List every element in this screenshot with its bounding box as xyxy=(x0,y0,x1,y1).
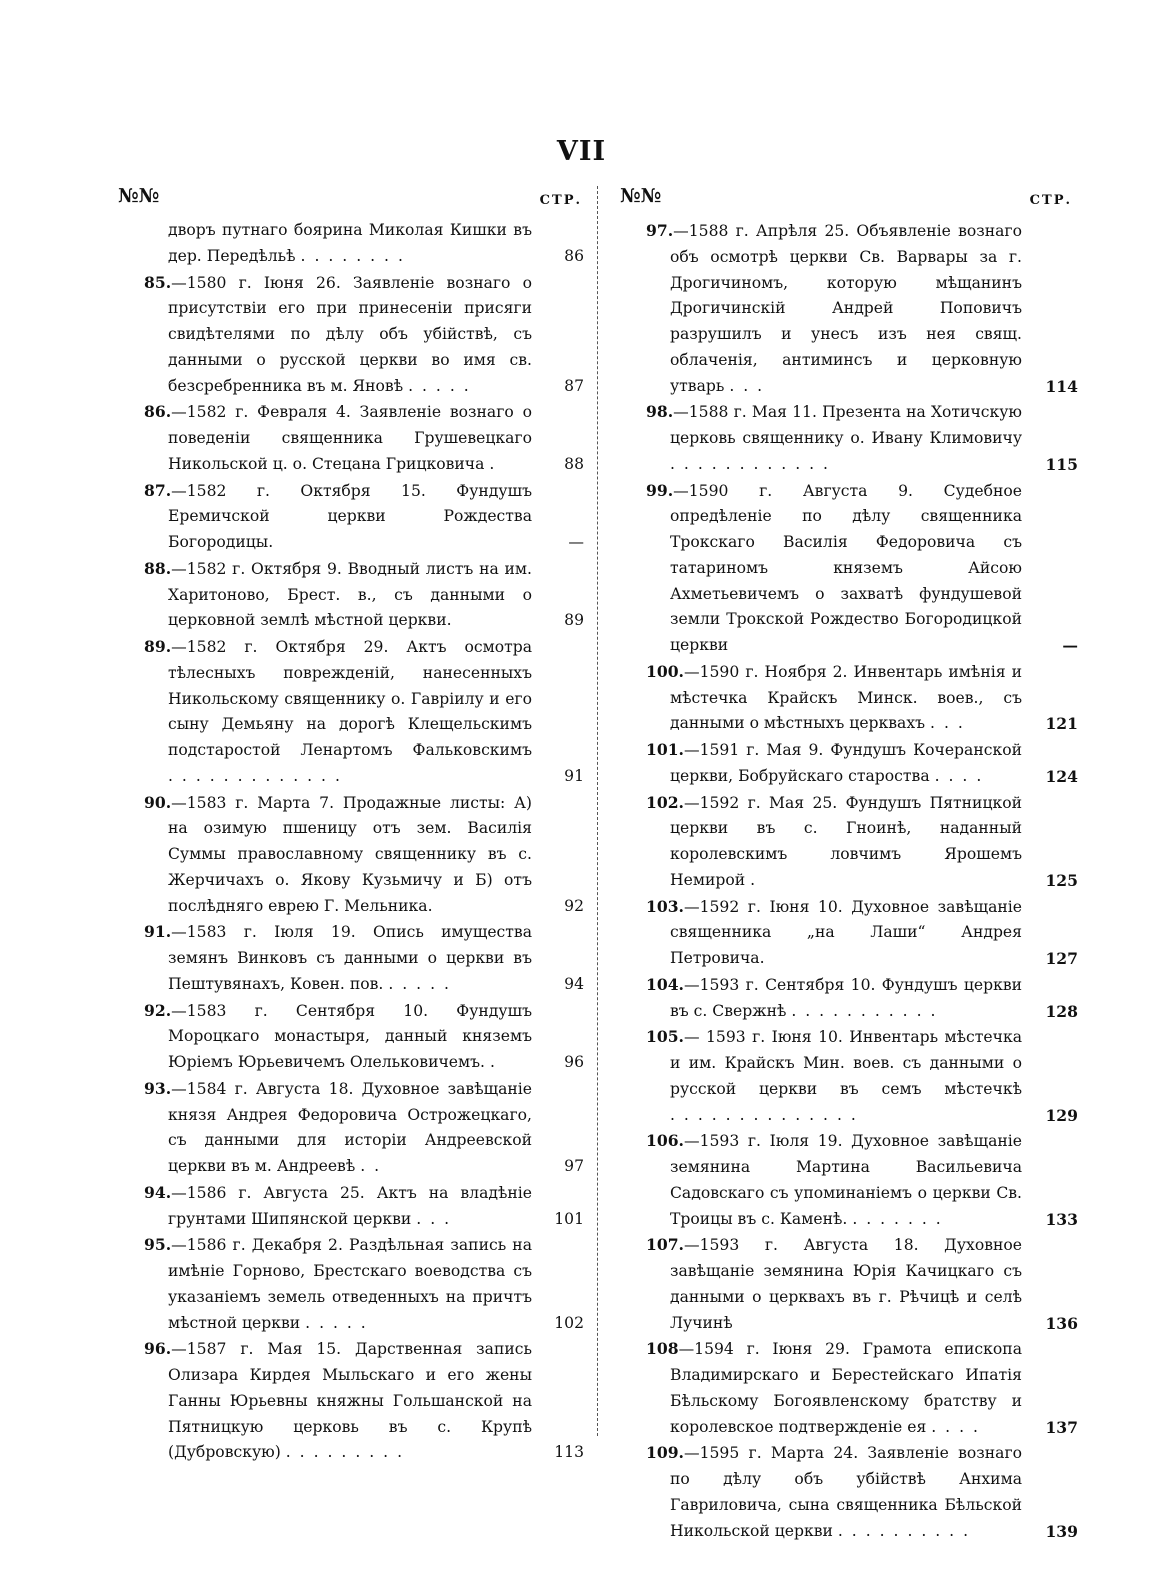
entry-body xyxy=(606,790,1022,894)
entry-body xyxy=(104,1180,532,1233)
toc-entry xyxy=(606,1024,1080,1128)
toc-entry xyxy=(104,399,590,477)
entry-number: 98. xyxy=(646,402,674,422)
entry-page-number: 88 xyxy=(564,454,584,473)
entry-body xyxy=(606,1024,1022,1128)
entry-text: —1580 г. Іюня 26. Заявленіе вознаго о присутствіи его при принесеніи присяги свидѣтелями по дѣлу объ убійствѣ, съ данными о русской церкви во имя св. безсребренника въ м. Яновѣ xyxy=(168,273,532,395)
toc-entry xyxy=(104,218,590,270)
entry-page-number: 113 xyxy=(554,1443,584,1462)
entry-page-number: 136 xyxy=(1045,1313,1078,1333)
entry-text: —1595 г. Марта 24. Заявленіе вознаго по дѣлу объ убійствѣ Анхима Гавриловича, сына священника Бѣльской Никольской церкви xyxy=(670,1444,1022,1540)
dot-leaders: . . . . . xyxy=(305,1313,368,1332)
dot-leaders: . . . xyxy=(416,1209,452,1228)
number-header: №№ xyxy=(620,185,662,207)
toc-entry xyxy=(606,737,1080,790)
dot-leaders: . xyxy=(489,454,497,473)
number-header: №№ xyxy=(118,185,160,207)
toc-entry xyxy=(606,1128,1080,1232)
entry-body xyxy=(104,919,532,997)
toc-entry xyxy=(104,270,590,400)
dot-leaders: . . . . . . . . . . xyxy=(837,1521,971,1540)
left-column-header xyxy=(104,184,590,218)
entry-page-number: 94 xyxy=(564,974,584,993)
entry-body xyxy=(606,737,1022,790)
entry-body xyxy=(606,478,1022,659)
entry-page-number: 133 xyxy=(1045,1209,1078,1229)
entry-body xyxy=(606,1440,1022,1544)
dot-leaders: . . xyxy=(360,1157,382,1175)
entry-page-number: 91 xyxy=(564,766,584,785)
toc-entry xyxy=(104,478,590,556)
entry-text: —1594 г. Іюня 29. Грамота епископа Владимирскаго и Берестейскаго Ипатія Бѣльскому Богоявленскому братству и королевское подтвержденіе ея xyxy=(670,1340,1022,1436)
toc-entry xyxy=(104,919,590,997)
entry-number: 94. xyxy=(144,1182,172,1202)
entry-page-number: 92 xyxy=(564,896,584,915)
entry-text: —1591 г. Мая 9. Фундушъ Кочеранской церкви, Бобруйскаго староства xyxy=(670,741,1022,785)
right-column-header xyxy=(606,184,1080,218)
right-column xyxy=(606,184,1080,1544)
entry-body xyxy=(606,659,1022,737)
entry-text: —1593 г. Іюля 19. Духовное завѣщаніе земянина Мартина Васильевича Садовскаго съ упоминаніемъ о церкви Св. Троицы въ с. Каменѣ. xyxy=(670,1132,1022,1228)
entry-number: 95. xyxy=(144,1235,172,1255)
entry-body xyxy=(606,1128,1022,1232)
entry-text: —1592 г. Мая 25. Фундушъ Пятницкой церкви въ с. Гноинѣ, наданный королевскимъ ловчимъ Ярошемъ Немирой xyxy=(670,793,1022,889)
entry-page-number: 125 xyxy=(1045,870,1078,890)
entry-text: —1583 г. Сентября 10. Фундушъ Мороцкаго монастыря, данный княземъ Юріемъ Юрьевичемъ Олельковичемъ. xyxy=(168,1001,532,1071)
entry-text: —1593 г. Сентября 10. Фундушъ церкви въ с. Свержнѣ xyxy=(670,975,1022,1020)
page-number: VII xyxy=(556,136,607,167)
dot-leaders: . . . . . . . xyxy=(852,1209,943,1228)
entry-page-number: 124 xyxy=(1045,766,1078,786)
dot-leaders: . xyxy=(750,870,758,889)
dot-leaders: . . . . . xyxy=(408,376,471,395)
dot-leaders: . . . . . . . . . . . xyxy=(791,1001,938,1020)
entry-text: —1586 г. Декабря 2. Раздѣльная запись на имѣніе Горново, Брестскаго воеводства съ указаніемъ земель отведенныхъ на причтъ мѣстной церкви xyxy=(168,1236,532,1332)
page-header: СТР. xyxy=(539,193,582,208)
left-column xyxy=(104,184,590,1466)
entry-number: 103. xyxy=(646,896,684,916)
entry-page-number: 139 xyxy=(1045,1521,1078,1541)
dot-leaders: . . . . . . . . . . . . . . xyxy=(670,1105,858,1124)
entry-text: —1582 г. Октября 29. Актъ осмотра тѣлесныхъ поврежденій, нанесенныхъ Никольскому священнику о. Гавріилу и его сыну Демьяну на дорогѣ Клещельскимъ подстаростой Ленартомъ Фальковскимъ xyxy=(168,638,532,759)
toc-entry xyxy=(104,790,590,920)
page-header: СТР. xyxy=(1029,193,1072,208)
entry-body xyxy=(104,1076,532,1180)
entry-body xyxy=(606,218,1022,399)
entry-number: 108 xyxy=(646,1339,679,1359)
toc-entry xyxy=(104,1336,590,1466)
entry-body xyxy=(104,1336,532,1466)
entry-text: —1588 г. Апрѣля 25. Объявленіе вознаго объ осмотрѣ церкви Св. Варвары за г. Дрогичиномъ, которую мѣщанинъ Дрогичинскій Андрей Поповичъ разрушилъ и унесъ изъ нея свящ. облаченія, антиминсъ и церковную утварь xyxy=(670,222,1022,395)
entry-text: —1593 г. Августа 18. Духовное завѣщаніе земянина Юрія Качицкаго съ данными о церквахъ въ г. Рѣчицѣ и селѣ Лучинѣ xyxy=(670,1236,1022,1332)
entry-body xyxy=(606,1232,1022,1336)
entry-number: 97. xyxy=(646,221,674,240)
toc-entry xyxy=(104,634,590,790)
entry-number: 105. xyxy=(646,1027,684,1047)
toc-entry xyxy=(606,894,1080,972)
entry-number: 89. xyxy=(144,637,172,656)
entry-number: 88. xyxy=(144,558,172,578)
entry-page-number: 114 xyxy=(1045,376,1078,396)
entry-number: 93. xyxy=(144,1078,172,1098)
entry-number: 100. xyxy=(646,661,684,681)
entry-page-number: 115 xyxy=(1045,454,1078,474)
dot-leaders: . xyxy=(489,1053,497,1071)
entry-page-number: 129 xyxy=(1045,1105,1078,1125)
entry-body xyxy=(104,478,532,556)
entry-page-number: 89 xyxy=(564,611,584,630)
entry-page-number: 86 xyxy=(564,246,584,265)
toc-entry xyxy=(606,399,1080,477)
entry-body xyxy=(104,270,532,400)
dot-leaders: . . . . . . . . xyxy=(300,246,405,265)
dot-leaders: . . . xyxy=(729,376,765,395)
toc-entry xyxy=(606,1440,1080,1544)
entry-text: —1582 г. Октября 9. Вводный листъ на им. Харитоново, Брест. в., съ данными о церковной землѣ мѣстной церкви. xyxy=(168,559,532,630)
entry-text: —1590 г. Ноября 2. Инвентарь имѣнія и мѣстечка Крайскъ Минск. воев., съ данными о мѣстныхъ церквахъ xyxy=(670,662,1022,733)
entry-body xyxy=(606,399,1022,477)
entry-number: 102. xyxy=(646,792,684,812)
entry-number: 101. xyxy=(646,740,684,759)
entry-number: 109. xyxy=(646,1443,684,1463)
entry-body xyxy=(606,1336,1022,1440)
entry-page-number: 102 xyxy=(554,1313,584,1332)
entry-body xyxy=(104,218,532,270)
entry-number: 104. xyxy=(646,974,684,994)
entry-body xyxy=(104,998,532,1076)
entry-text: — 1593 г. Іюня 10. Инвентарь мѣстечка и им. Крайскъ Мин. воев. съ данными о русской церкви въ семъ мѣстечкѣ xyxy=(670,1028,1022,1098)
toc-entry xyxy=(606,218,1080,399)
dot-leaders: . . . . . xyxy=(388,974,451,993)
toc-entry xyxy=(606,1232,1080,1336)
entry-page-number: 137 xyxy=(1045,1417,1078,1437)
toc-entry xyxy=(104,556,590,634)
entry-body xyxy=(606,894,1022,972)
entry-text: —1586 г. Августа 25. Актъ на владѣніе грунтами Шипянской церкви xyxy=(168,1183,532,1228)
entry-text: —1592 г. Іюня 10. Духовное завѣщаніе священника „на Лаши“ Андрея Петровича. xyxy=(670,897,1022,967)
toc-entry xyxy=(104,1180,590,1233)
entry-number: 85. xyxy=(144,272,172,292)
entry-text: —1588 г. Мая 11. Презента на Хотичскую церковь священнику о. Ивану Климовичу xyxy=(670,403,1022,447)
entry-text: —1582 г. Февраля 4. Заявленіе вознаго о поведеніи священника Грушевецкаго Никольской ц. о. Стецана Грицковича xyxy=(168,403,532,473)
entry-text: —1590 г. Августа 9. Судебное опредѣленіе по дѣлу священника Трокскаго Василія Федоровича съ татариномъ княземъ Айсою Ахметьевичемъ о захватѣ фундушевой земли Трокской Рождество Богородицкой церкви xyxy=(670,481,1022,654)
entry-page-number: 96 xyxy=(564,1053,584,1071)
entry-number: 107. xyxy=(646,1235,684,1255)
right-entry-list xyxy=(606,218,1080,1544)
entry-number: 91. xyxy=(144,922,172,942)
toc-entry xyxy=(606,790,1080,894)
entry-page-number: 101 xyxy=(554,1209,584,1228)
entry-page-number: — xyxy=(1062,636,1078,655)
entry-page-number: 128 xyxy=(1045,1001,1078,1021)
entry-body xyxy=(104,634,532,790)
dot-leaders: . . . xyxy=(930,714,965,733)
dot-leaders: . . . . xyxy=(934,766,984,785)
toc-entry xyxy=(104,1076,590,1180)
entry-body xyxy=(104,556,532,634)
entry-number: 90. xyxy=(144,792,172,812)
entry-number: 96. xyxy=(144,1339,172,1359)
toc-entry xyxy=(606,972,1080,1025)
entry-page-number: 97 xyxy=(564,1157,584,1175)
dot-leaders: . . . . . . . . . . . . xyxy=(670,454,831,473)
dot-leaders: . . . . . . . . . xyxy=(285,1443,405,1462)
entry-number: 92. xyxy=(144,1000,172,1020)
entry-number: 99. xyxy=(646,480,674,500)
entry-body xyxy=(104,1232,532,1336)
toc-entry xyxy=(606,659,1080,737)
toc-entry xyxy=(606,1336,1080,1440)
entry-text: —1583 г. Марта 7. Продажные листы: А) на озимую пшеницу отъ зем. Василія Суммы православному священнику въ с. Жерчичахъ о. Якову Кузьмичу и Б) отъ послѣдняго еврею Г. Мельника. xyxy=(168,793,532,915)
entry-page-number: 87 xyxy=(564,376,584,395)
entry-page-number: 127 xyxy=(1045,949,1078,968)
entry-text: —1583 г. Іюля 19. Опись имущества земянъ Винковъ съ данными о церкви въ Пештувянахъ, Ковен. пов. xyxy=(168,923,532,993)
entry-text: —1587 г. Мая 15. Дарственная запись Олизара Кирдея Мыльскаго и его жены Ганны Юрьевны княжны Гольшанской на Пятницкую церковь въ с. Крупѣ (Дубровскую) xyxy=(168,1340,532,1462)
entry-body xyxy=(104,790,532,920)
dot-leaders: . . . . xyxy=(931,1417,980,1436)
entry-body xyxy=(104,399,532,477)
toc-entry xyxy=(104,998,590,1076)
column-divider xyxy=(597,186,598,1436)
dot-leaders: . . . . . . . . . . . . . xyxy=(168,766,342,785)
entry-text: дворъ путнаго боярина Миколая Кишки въ дер. Передѣльѣ xyxy=(168,221,532,265)
entry-body xyxy=(606,972,1022,1025)
toc-entry xyxy=(104,1232,590,1336)
entry-text: —1582 г. Октября 15. Фундушъ Еремичской церкви Рождества Богородицы. xyxy=(168,481,532,551)
entry-text: —1584 г. Августа 18. Духовное завѣщаніе князя Андрея Федоровича Острожецкаго, съ данными для исторіи Андреевской церкви въ м. Андреевѣ xyxy=(168,1079,532,1175)
toc-entry xyxy=(606,478,1080,659)
entry-number: 87. xyxy=(144,480,172,500)
entry-number: 106. xyxy=(646,1131,684,1151)
entry-page-number: 121 xyxy=(1045,714,1078,734)
entry-page-number: — xyxy=(568,533,584,551)
left-entry-list xyxy=(104,218,590,1466)
entry-number: 86. xyxy=(144,402,172,422)
